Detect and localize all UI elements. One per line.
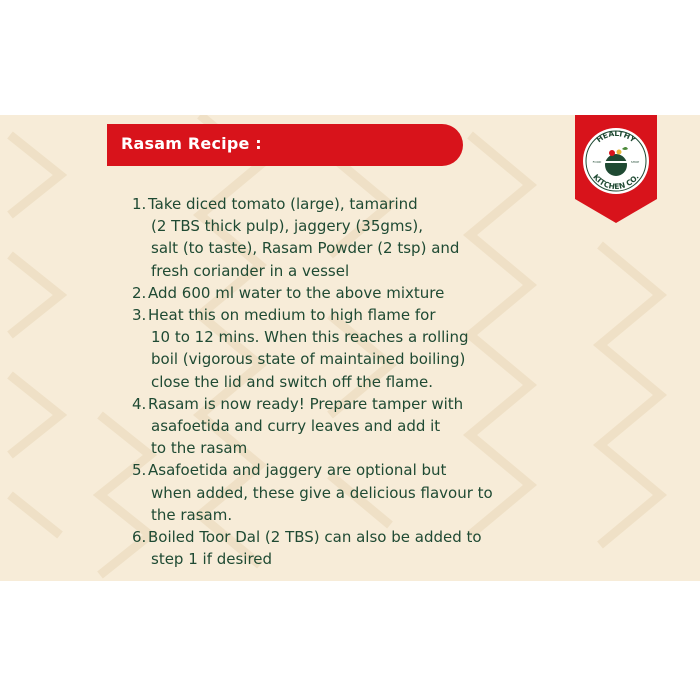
title-banner	[107, 124, 463, 166]
logo-left-small-text: FOOD	[592, 160, 602, 164]
step-number: 1.	[132, 195, 147, 213]
step-line: 10 to 12 mins. When this reaches a rolling	[151, 328, 469, 347]
step-line: Take diced tomato (large), tamarind	[148, 195, 418, 213]
recipe-step	[132, 304, 552, 393]
step-line: asafoetida and curry leaves and add it	[151, 417, 441, 436]
recipe-step	[132, 282, 552, 304]
recipe-step	[132, 193, 552, 282]
step-line: salt (to taste), Rasam Powder (2 tsp) and	[151, 239, 460, 258]
step-text	[148, 526, 552, 570]
step-text	[148, 459, 552, 526]
step-text	[148, 393, 552, 460]
healthy-kitchen-co-logo	[575, 115, 657, 223]
step-number: 2.	[132, 283, 147, 302]
logo-right-small-text: SHOP	[630, 160, 640, 164]
recipe-card	[0, 115, 700, 581]
step-number: 4.	[132, 394, 147, 413]
step-number: 3.	[132, 306, 147, 325]
step-line: Asafoetida and jaggery are optional but	[148, 461, 447, 480]
step-line: the rasam.	[151, 505, 233, 524]
step-number: 6.	[132, 528, 147, 547]
recipe-title: Rasam Recipe :	[121, 134, 262, 153]
step-text	[148, 282, 552, 304]
step-line: Boiled Toor Dal (2 TBS) can also be added to	[148, 528, 482, 547]
logo-tomato-icon	[609, 150, 615, 156]
step-line: step 1 if desired	[151, 550, 273, 569]
step-line: when added, these give a delicious flavour to	[151, 483, 493, 502]
logo-top-text: HEALTHY	[594, 128, 638, 145]
recipe-step	[132, 459, 552, 526]
step-line: Heat this on medium to high flame for	[148, 306, 436, 325]
recipe-step	[132, 393, 552, 460]
step-line: Add 600 ml water to the above mixture	[148, 283, 445, 302]
step-text	[148, 193, 552, 282]
logo-lemon-icon	[617, 150, 622, 155]
step-line: fresh coriander in a vessel	[151, 261, 350, 280]
step-number: 5.	[132, 461, 147, 480]
step-line: boil (vigorous state of maintained boiling)	[151, 350, 466, 369]
step-line: to the rasam	[151, 439, 248, 458]
step-line: close the lid and switch off the flame.	[151, 372, 433, 391]
recipe-step	[132, 526, 552, 570]
step-line: (2 TBS thick pulp), jaggery (35gms),	[151, 217, 423, 236]
logo-bottom-text: KITCHEN CO.	[591, 172, 641, 192]
step-text	[148, 304, 552, 393]
logo-bowl-icon	[605, 154, 627, 176]
step-line: Rasam is now ready! Prepare tamper with	[148, 394, 464, 413]
recipe-steps	[132, 193, 552, 570]
